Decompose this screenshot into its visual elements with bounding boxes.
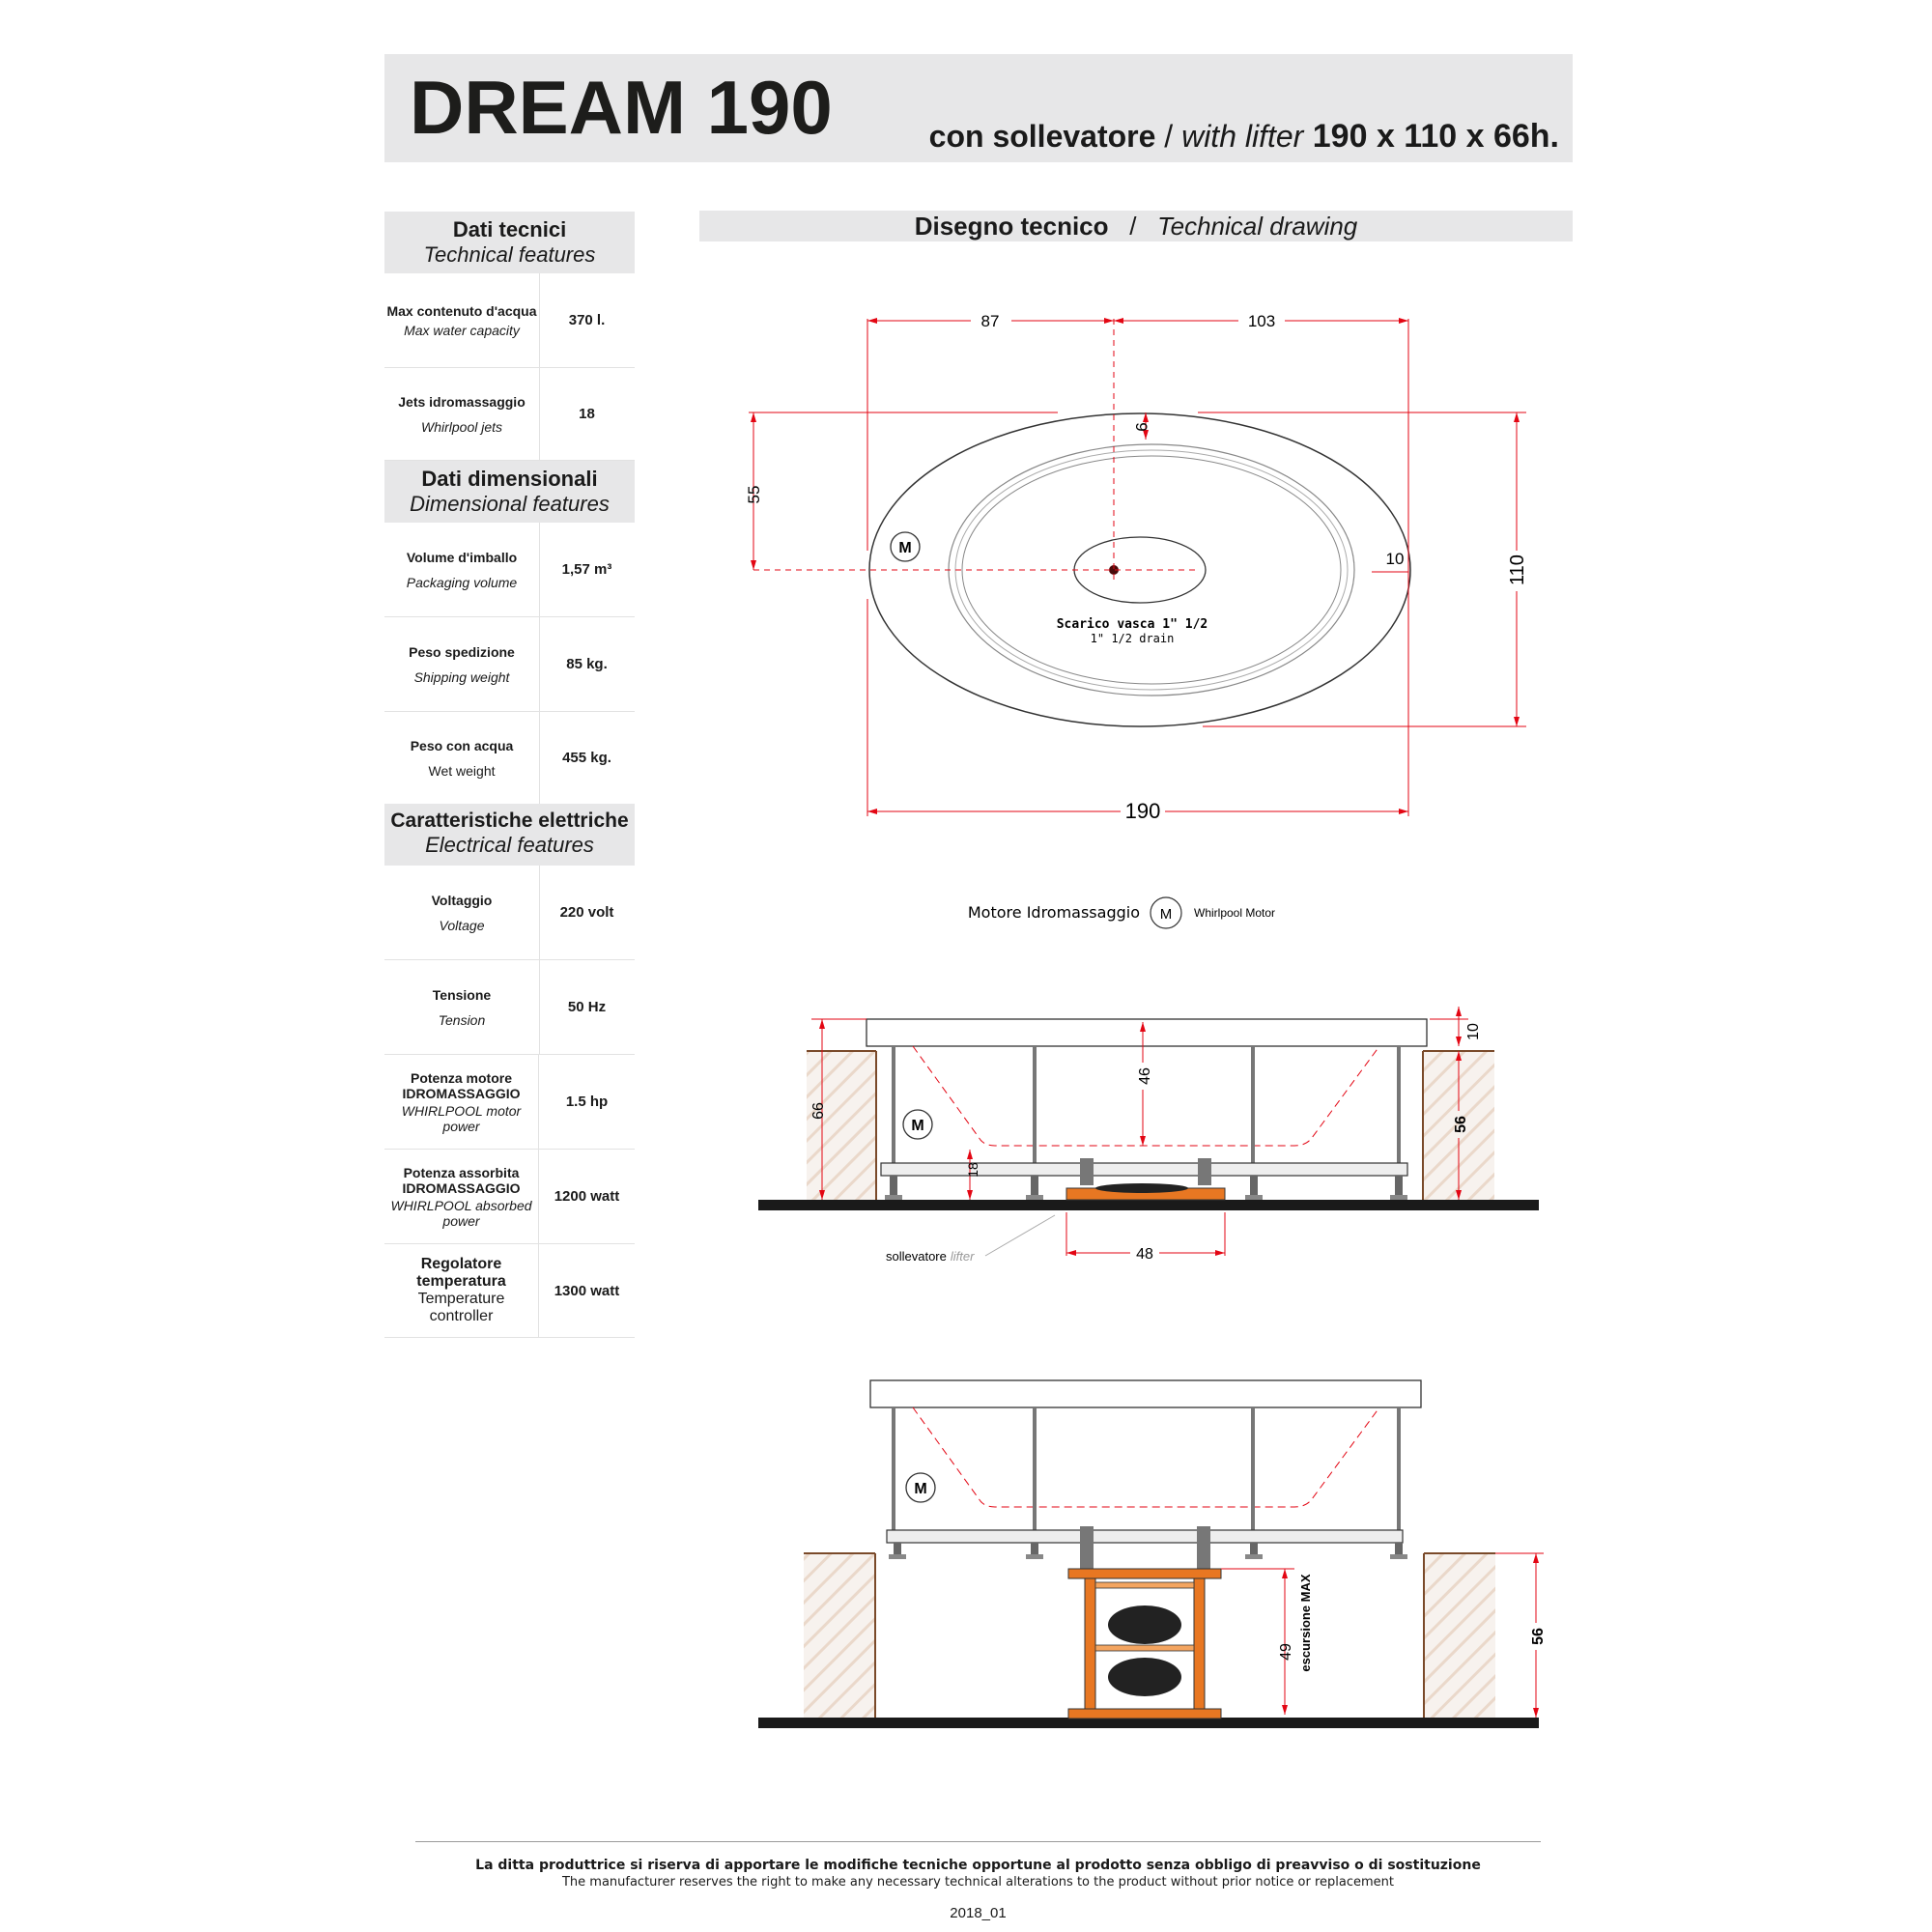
row-label-it: Tensione — [432, 986, 492, 1003]
row-value: 1,57 m³ — [561, 561, 612, 578]
footer-disclaimer-it: La ditta produttrice si riserva di apportare le modifiche tecniche opportune al prodotto senza obbligo di preavviso o di sostituzione — [475, 1858, 1481, 1873]
section-title-en: Dimensional features — [410, 492, 610, 516]
dim-55: 55 — [745, 485, 763, 504]
row-label-en: Voltage — [439, 917, 485, 933]
dim-46: 46 — [1137, 1067, 1153, 1085]
row-label-en: WHIRLPOOL motor power — [401, 1102, 522, 1134]
base-frame — [881, 1163, 1407, 1176]
floor — [758, 1718, 1539, 1728]
drain-label-en: 1" 1/2 drain — [1090, 632, 1175, 645]
footer-disclaimer-en: The manufacturer reserves the right to make any necessary technical alterations to the product without prior notice or replacement — [561, 1875, 1395, 1889]
dim-110: 110 — [1507, 554, 1528, 585]
lifter-raised — [1068, 1569, 1221, 1719]
row-value: 50 Hz — [567, 999, 607, 1015]
dim-66: 66 — [810, 1102, 827, 1120]
side-view-lowered — [758, 1007, 1539, 1264]
dim-49: 49 — [1278, 1643, 1294, 1661]
dim-190: 190 — [1124, 799, 1161, 823]
row-label-en: Whirlpool jets — [420, 418, 503, 435]
product-title: DREAM 190 — [410, 65, 833, 150]
drawing-title-sep: / — [1129, 212, 1137, 241]
drain-label-it: Scarico vasca 1" 1/2 — [1056, 617, 1208, 632]
lifter-label-en: lifter — [950, 1249, 975, 1264]
row-label-en: Shipping weight — [413, 668, 510, 685]
section-title-it: Caratteristiche elettriche — [390, 810, 629, 832]
tub-rim — [870, 1380, 1421, 1407]
dim-103: 103 — [1247, 312, 1276, 330]
dim-9: 9 — [1132, 422, 1151, 432]
section-title-en: Electrical features — [425, 833, 594, 857]
dim-87: 87 — [980, 312, 1000, 330]
lifter-label — [886, 1249, 975, 1264]
section-title-it: Dati dimensionali — [421, 467, 598, 491]
row-value: 18 — [579, 406, 595, 422]
floor — [758, 1200, 1539, 1210]
row-label-en: Wet weight — [428, 762, 496, 779]
row-label-en: Max water capacity — [404, 322, 520, 338]
motor-symbol: M — [914, 1481, 927, 1497]
drawing-title-en: Technical drawing — [1157, 212, 1358, 241]
motor-legend-en: Whirlpool Motor — [1194, 906, 1276, 920]
row-label-it: Jets idromassaggio — [398, 393, 526, 410]
motor-legend — [968, 897, 1275, 928]
section-title-en: Technical features — [423, 242, 596, 267]
excursion-label: escursione MAX — [1298, 1574, 1313, 1672]
row-label-en: Packaging volume — [406, 574, 518, 590]
row-label-it: Volume d'imballo — [406, 549, 518, 565]
footer — [415, 1841, 1541, 1921]
dim-56b: 56 — [1530, 1628, 1547, 1645]
wall-left — [804, 1553, 875, 1719]
row-value: 1.5 hp — [565, 1094, 609, 1110]
row-value: 85 kg. — [566, 656, 608, 672]
row-label-en: Tension — [438, 1011, 486, 1028]
dim-48: 48 — [1136, 1246, 1153, 1263]
row-label-it: Regolatore temperatura — [416, 1256, 506, 1290]
dim-10b: 10 — [1465, 1023, 1482, 1040]
row-label-it: Peso spedizione — [409, 643, 515, 660]
subtitle-en: with lifter — [1181, 119, 1304, 154]
tub-rim — [867, 1019, 1427, 1046]
motor-legend-symbol: M — [1159, 906, 1173, 923]
top-view — [745, 311, 1528, 823]
motor-symbol: M — [911, 1118, 924, 1134]
row-value: 455 kg. — [562, 750, 611, 766]
lifter-label-it: sollevatore — [886, 1249, 947, 1264]
row-value: 370 l. — [568, 312, 606, 328]
row-label-en: Temperature controller — [417, 1291, 505, 1324]
row-label-it: Peso con acqua — [410, 737, 514, 753]
row-label-it: Voltaggio — [431, 892, 493, 908]
row-value: 1200 watt — [554, 1188, 620, 1205]
row-label-it: Potenza motore IDROMASSAGGIO — [402, 1069, 521, 1101]
motor-symbol: M — [898, 540, 912, 556]
dim-56: 56 — [1453, 1116, 1469, 1133]
side-view-raised — [758, 1380, 1547, 1728]
row-label-it: Max contenuto d'acqua — [386, 302, 537, 319]
row-value: 1300 watt — [554, 1282, 620, 1299]
row-label-en: WHIRLPOOL absorbed power — [390, 1197, 532, 1229]
wall-right — [1424, 1553, 1495, 1719]
motor-legend-it: Motore Idromassaggio — [967, 903, 1140, 922]
base-frame — [887, 1530, 1403, 1543]
subtitle-it: con sollevatore — [928, 119, 1156, 154]
subtitle-sep: / — [1155, 119, 1182, 154]
dim-10: 10 — [1385, 550, 1405, 568]
section-title-it: Dati tecnici — [452, 217, 567, 242]
subtitle-dims: 190 x 110 x 66h. — [1303, 118, 1559, 155]
row-value: 220 volt — [559, 904, 614, 921]
footer-version: 2018_01 — [950, 1905, 1007, 1921]
wall-left — [807, 1051, 876, 1204]
row-label-it: Potenza assorbita IDROMASSAGGIO — [402, 1164, 521, 1196]
drawing-title-it: Disegno tecnico — [914, 212, 1109, 241]
dim-18: 18 — [965, 1162, 980, 1178]
